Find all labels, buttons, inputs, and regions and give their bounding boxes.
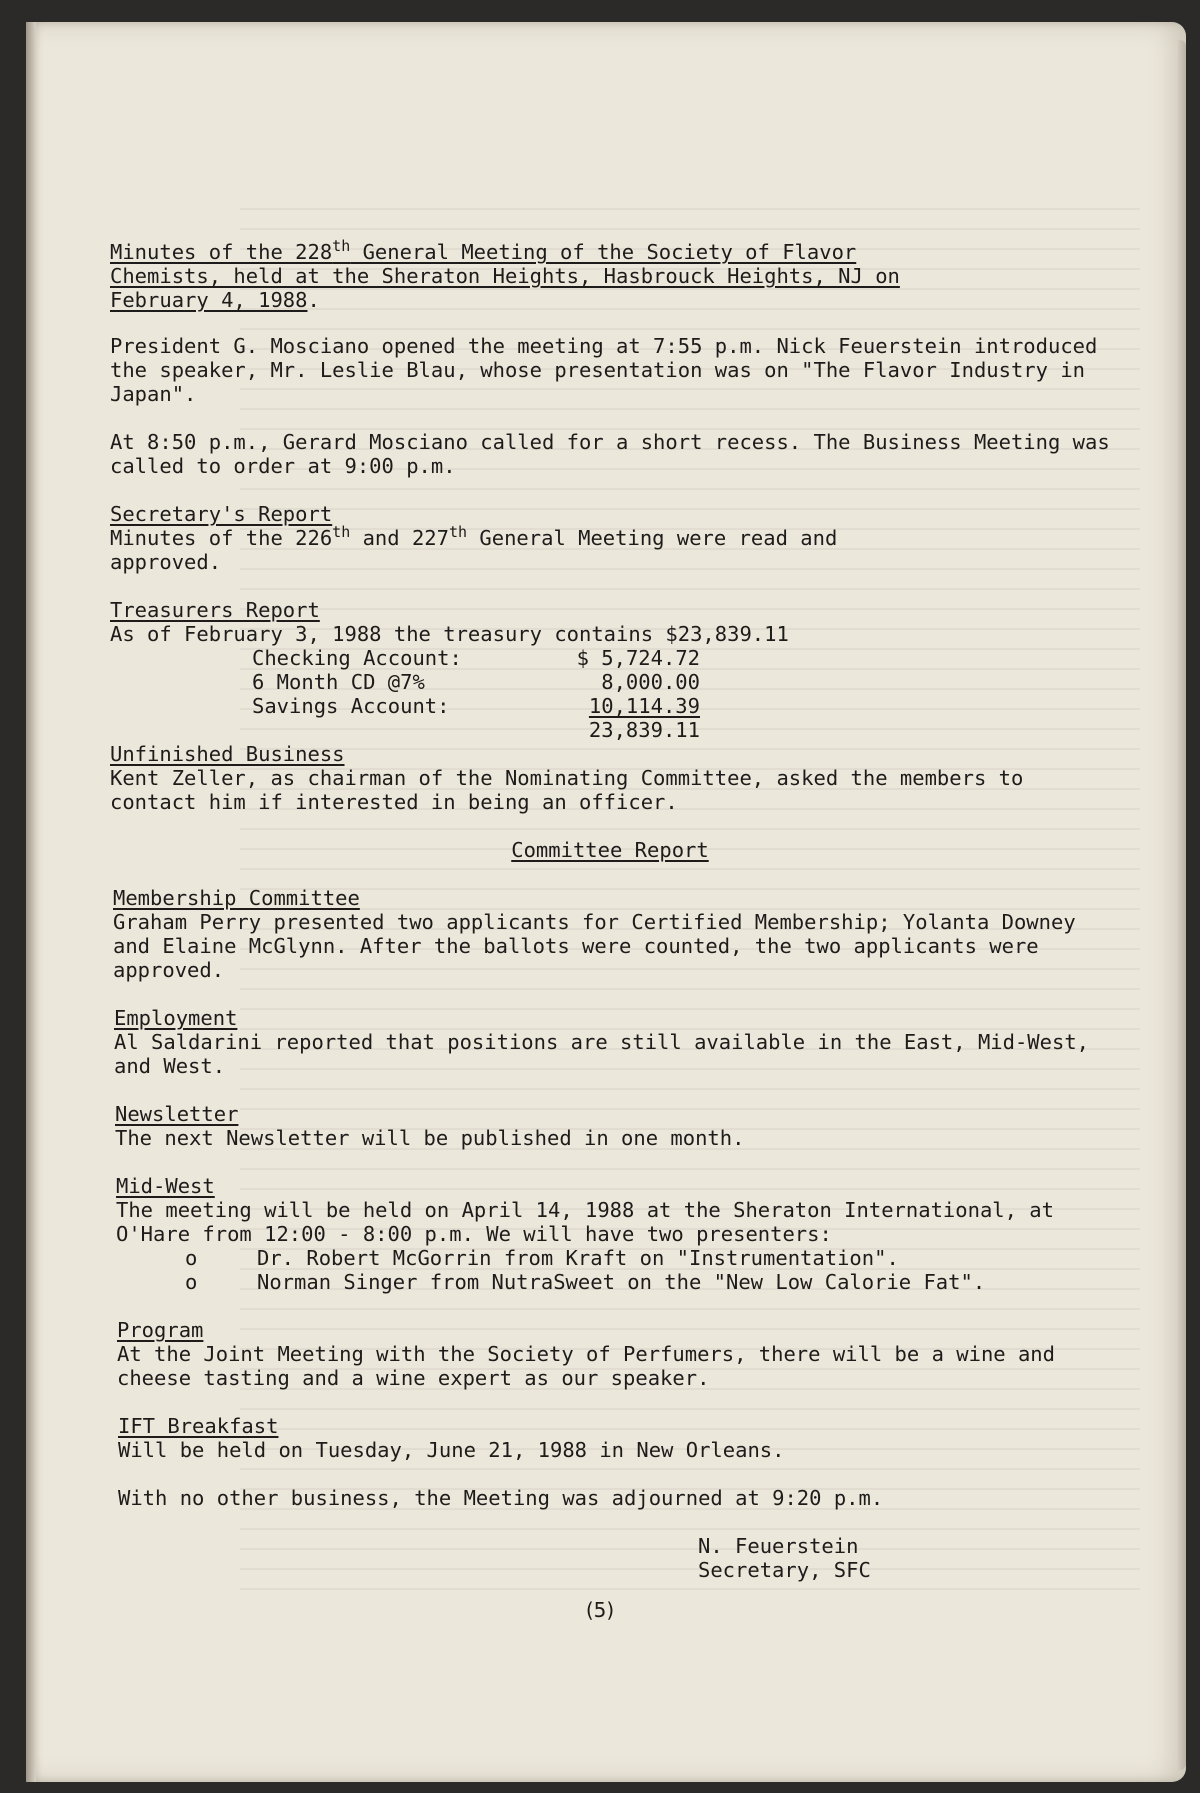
membership-text: Graham Perry presented two applicants for Certified Membership; Yolanta Downey and Elaine McGlynn. After the ballots were counted, the two applicants were approved. — [113, 910, 1076, 982]
treasurer-heading: Treasurers Report — [110, 598, 320, 622]
employment-heading: Employment — [114, 1006, 238, 1030]
account-value: $ 5,724.72 — [576, 646, 700, 670]
closing-text: With no other business, the Meeting was adjourned at 9:20 p.m. — [118, 1486, 884, 1510]
ift-heading: IFT Breakfast — [118, 1414, 279, 1438]
secretary-text-line2: approved. — [110, 550, 222, 574]
superscript: th — [332, 523, 351, 542]
newsletter-text: The next Newsletter will be published in one month. — [115, 1126, 745, 1150]
account-row — [110, 694, 1110, 718]
bullet-mark: o — [185, 1270, 198, 1294]
newsletter-heading: Newsletter — [115, 1102, 239, 1126]
account-label: 6 Month CD @7% — [252, 670, 425, 694]
superscript: th — [448, 523, 468, 542]
ift-text: Will be held on Tuesday, June 21, 1988 in New Orleans. — [118, 1438, 785, 1462]
unfinished-heading: Unfinished Business — [110, 742, 345, 766]
account-row — [110, 646, 1110, 670]
bullet-mark: o — [185, 1246, 198, 1270]
account-total-spacer — [110, 718, 550, 742]
account-label: Checking Account: — [252, 646, 462, 670]
program-text: At the Joint Meeting with the Society of Perfumers, there will be a wine and cheese tasting and a wine expert as our speaker. — [117, 1342, 1055, 1390]
secretary-text-part: General Meeting were read and — [467, 526, 838, 550]
document-title-line3 — [110, 288, 1110, 312]
signature-name: N. Feuerstein — [698, 1534, 859, 1558]
page-edge — [1178, 40, 1186, 1770]
secretary-text-part: and 227 — [350, 526, 449, 550]
document-title — [110, 237, 1110, 264]
presenter-item — [110, 1270, 1110, 1294]
recess-paragraph: At 8:50 p.m., Gerard Mosciano called for a short recess. The Business Meeting was called to order at 9:00 p.m. — [110, 430, 1110, 478]
committee-heading-text: Committee Report — [511, 838, 709, 862]
midwest-text: The meeting will be held on April 14, 1988 at the Sheraton International, at O'Hare from 12:00 - 8:00 p.m. We will have two presenters: — [116, 1198, 1054, 1246]
signature-title: Secretary, SFC — [698, 1558, 871, 1582]
presenter-item — [110, 1246, 1110, 1270]
committee-heading — [110, 838, 1110, 862]
presenter-text: Dr. Robert McGorrin from Kraft on "Instrumentation". — [257, 1246, 899, 1270]
account-row — [110, 670, 1110, 694]
secretary-heading: Secretary's Report — [110, 502, 333, 526]
employment-text: Al Saldarini reported that positions are still available in the East, Mid-West, and West. — [114, 1030, 1090, 1078]
account-value: 10,114.39 — [588, 694, 700, 718]
account-total-row — [110, 718, 1110, 742]
minutes-body — [110, 237, 1110, 1582]
membership-heading: Membership Committee — [113, 886, 360, 910]
treasurer-line: As of February 3, 1988 the treasury contains $23,839.11 — [110, 622, 789, 646]
binding-spine — [26, 22, 36, 1782]
program-heading: Program — [117, 1318, 204, 1342]
document-title-line2: Chemists, held at the Sheraton Heights, Hasbrouck Heights, NJ on — [110, 264, 900, 288]
secretary-text — [110, 523, 1110, 550]
secretary-text-part: Minutes of the 226 — [110, 526, 333, 550]
account-total: 23,839.11 — [588, 718, 700, 742]
title-superscript: th — [332, 237, 351, 256]
title-part: General Meeting of the Society of Flavor — [350, 240, 857, 264]
title-period: . — [307, 288, 320, 312]
account-value: 8,000.00 — [601, 670, 700, 694]
unfinished-text: Kent Zeller, as chairman of the Nominating Committee, asked the members to contact him if interested in being an officer. — [110, 766, 1024, 814]
presenter-text: Norman Singer from NutraSweet on the "New Low Calorie Fat". — [257, 1270, 986, 1294]
account-label: Savings Account: — [252, 694, 450, 718]
page-number: (5) — [585, 1598, 615, 1622]
title-part: Minutes of the 228 — [110, 240, 333, 264]
opening-paragraph: President G. Mosciano opened the meeting at 7:55 p.m. Nick Feuerstein introduced the speaker, Mr. Leslie Blau, whose presentation was on "The Flavor Industry in Japan". — [110, 334, 1098, 406]
midwest-heading: Mid-West — [116, 1174, 215, 1198]
title-date: February 4, 1988 — [110, 288, 308, 312]
